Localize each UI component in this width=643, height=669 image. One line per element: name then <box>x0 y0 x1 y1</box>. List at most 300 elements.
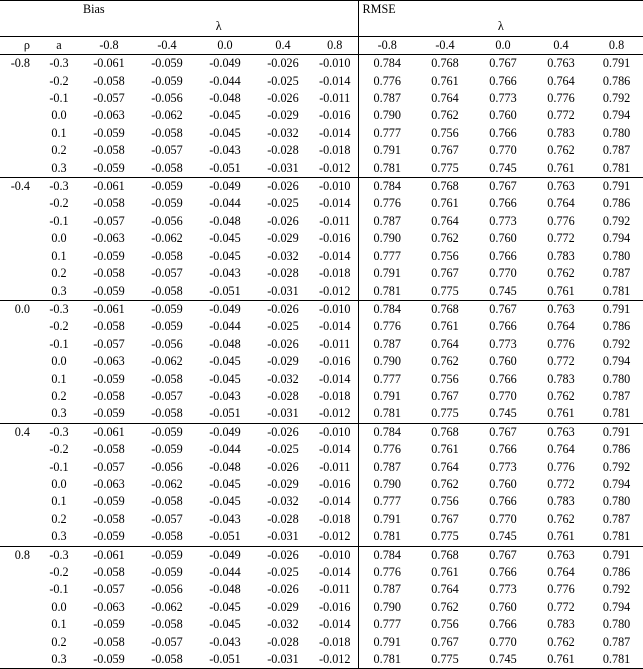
bias-value: -0.026 <box>267 213 299 228</box>
a-value: 0.3 <box>51 283 67 298</box>
rmse-value: 0.761 <box>547 283 575 298</box>
rmse-value: 0.767 <box>474 423 532 441</box>
rmse-value: 0.780 <box>602 617 631 632</box>
bias-value: -0.058 <box>93 73 125 88</box>
a-value: -0.1 <box>49 582 69 597</box>
rho-empty-cell <box>0 248 38 265</box>
table-row <box>0 459 643 476</box>
rmse-value: 0.766 <box>489 617 517 632</box>
a-value: -0.3 <box>38 546 80 564</box>
bias-value: -0.029 <box>267 108 299 123</box>
bias-lambda-label: λ <box>80 18 358 36</box>
table-row <box>0 283 643 301</box>
rho-empty-cell <box>0 230 38 247</box>
bias-value: -0.011 <box>312 213 358 230</box>
bias-value: -0.056 <box>151 459 183 474</box>
header-row-groups <box>0 1 643 19</box>
rmse-value: 0.781 <box>373 406 401 421</box>
rmse-value: 0.760 <box>489 231 517 246</box>
rmse-value: 0.787 <box>602 634 631 649</box>
rho-empty-cell <box>0 353 38 370</box>
bias-value: -0.032 <box>267 371 299 386</box>
rmse-value: 0.760 <box>489 354 517 369</box>
bias-value: -0.049 <box>196 546 254 564</box>
bias-value: -0.018 <box>312 634 358 651</box>
rmse-value: 0.792 <box>602 91 631 106</box>
rmse-value: 0.772 <box>547 108 575 123</box>
table-row <box>0 178 643 196</box>
rmse-value: 0.760 <box>489 476 517 491</box>
rmse-lambda-header: -0.8 <box>358 36 416 54</box>
rmse-value: 0.766 <box>489 125 517 140</box>
bias-value: -0.059 <box>93 371 125 386</box>
rmse-value: 0.781 <box>602 160 631 175</box>
rmse-value: 0.787 <box>373 459 401 474</box>
rmse-value: 0.764 <box>431 336 459 351</box>
bias-value: -0.051 <box>209 406 241 421</box>
bias-value: -0.014 <box>312 318 358 335</box>
bias-value: -0.059 <box>93 248 125 263</box>
rmse-value: 0.773 <box>489 336 517 351</box>
bias-value: -0.058 <box>93 511 125 526</box>
bias-value: -0.014 <box>312 125 358 142</box>
table-row <box>0 388 643 405</box>
bias-value: -0.058 <box>151 406 183 421</box>
rmse-value: 0.776 <box>373 442 401 457</box>
bias-value: -0.063 <box>93 108 125 123</box>
bias-value: -0.063 <box>93 231 125 246</box>
rmse-value: 0.783 <box>547 125 575 140</box>
bias-value: -0.058 <box>151 371 183 386</box>
bias-value: -0.044 <box>209 73 241 88</box>
bias-value: -0.028 <box>267 634 299 649</box>
a-value: 0.1 <box>51 371 67 386</box>
bias-value: -0.058 <box>93 196 125 211</box>
bias-value: -0.029 <box>267 354 299 369</box>
table-row <box>0 318 643 335</box>
bias-value: -0.057 <box>93 336 125 351</box>
bias-value: -0.012 <box>312 283 358 301</box>
bias-value: -0.058 <box>151 283 183 298</box>
a-value: 0.1 <box>51 125 67 140</box>
bias-value: -0.062 <box>151 231 183 246</box>
rmse-lambda-header: -0.4 <box>416 36 474 54</box>
rmse-value: 0.767 <box>431 388 459 403</box>
rmse-value: 0.772 <box>547 476 575 491</box>
bias-value: -0.026 <box>254 423 312 441</box>
bias-value: -0.045 <box>209 248 241 263</box>
rmse-value: 0.794 <box>602 231 631 246</box>
rmse-value: 0.787 <box>602 388 631 403</box>
rho-empty-cell <box>0 388 38 405</box>
rmse-value: 0.794 <box>602 599 631 614</box>
rmse-value: 0.781 <box>373 160 401 175</box>
rmse-value: 0.776 <box>547 91 575 106</box>
rmse-value: 0.762 <box>547 143 575 158</box>
bias-value: -0.049 <box>196 423 254 441</box>
a-value: 0.1 <box>51 248 67 263</box>
rmse-value: 0.761 <box>431 196 459 211</box>
bias-value: -0.012 <box>312 528 358 546</box>
rmse-lambda-header: 0.4 <box>532 36 590 54</box>
bias-lambda-header: -0.4 <box>138 36 196 54</box>
bias-value: -0.025 <box>267 442 299 457</box>
rmse-value: 0.770 <box>489 143 517 158</box>
table-row <box>0 581 643 598</box>
bias-value: -0.056 <box>151 582 183 597</box>
bias-value: -0.059 <box>138 300 196 318</box>
bias-value: -0.031 <box>267 529 299 544</box>
rmse-value: 0.790 <box>373 231 401 246</box>
table-row <box>0 564 643 581</box>
bias-value: -0.011 <box>312 459 358 476</box>
rho-empty-cell <box>0 405 38 423</box>
bias-value: -0.032 <box>267 617 299 632</box>
a-value: 0.0 <box>51 231 67 246</box>
a-value: -0.2 <box>49 442 69 457</box>
rho-empty-cell <box>0 336 38 353</box>
bias-value: -0.029 <box>267 599 299 614</box>
rmse-value: 0.764 <box>431 213 459 228</box>
rmse-value: 0.776 <box>547 582 575 597</box>
bias-value: -0.016 <box>312 476 358 493</box>
bias-value: -0.044 <box>209 442 241 457</box>
bias-value: -0.018 <box>312 511 358 528</box>
rmse-value: 0.761 <box>431 319 459 334</box>
table-row <box>0 599 643 616</box>
bias-value: -0.045 <box>209 231 241 246</box>
bias-value: -0.011 <box>312 336 358 353</box>
bias-value: -0.058 <box>93 266 125 281</box>
rmse-value: 0.794 <box>602 108 631 123</box>
rmse-value: 0.783 <box>547 617 575 632</box>
bias-value: -0.057 <box>151 388 183 403</box>
bias-value: -0.048 <box>209 91 241 106</box>
bias-value: -0.061 <box>80 55 138 73</box>
bias-value: -0.057 <box>93 213 125 228</box>
bias-value: -0.010 <box>312 300 358 318</box>
bias-value: -0.012 <box>312 405 358 423</box>
bias-value: -0.058 <box>93 634 125 649</box>
a-value: -0.1 <box>49 91 69 106</box>
a-value: 0.2 <box>51 143 67 158</box>
bias-value: -0.058 <box>93 442 125 457</box>
rmse-value: 0.761 <box>547 406 575 421</box>
rmse-value: 0.792 <box>602 459 631 474</box>
bias-value: -0.018 <box>312 142 358 159</box>
rmse-value: 0.786 <box>602 565 631 579</box>
table-row <box>0 213 643 230</box>
a-value: 0.2 <box>51 634 67 649</box>
rmse-value: 0.745 <box>489 406 517 421</box>
rmse-value: 0.780 <box>602 494 631 509</box>
rmse-value: 0.775 <box>416 651 474 669</box>
bias-value: -0.025 <box>267 565 299 579</box>
bias-value: -0.061 <box>80 178 138 196</box>
rho-empty-cell <box>0 441 38 458</box>
table-row <box>0 616 643 633</box>
rmse-value: 0.762 <box>547 634 575 649</box>
bias-value: -0.062 <box>151 354 183 369</box>
rmse-value: 0.787 <box>373 336 401 351</box>
rmse-value: 0.791 <box>590 55 643 73</box>
rmse-value: 0.784 <box>358 423 416 441</box>
a-value: 0.3 <box>38 651 80 669</box>
bias-value: -0.026 <box>267 336 299 351</box>
bias-value: -0.025 <box>267 196 299 211</box>
rho-empty-cell <box>0 564 38 581</box>
table-row <box>0 160 643 178</box>
bias-value: -0.043 <box>209 511 241 526</box>
rmse-value: 0.766 <box>489 196 517 211</box>
rmse-value: 0.787 <box>602 143 631 158</box>
a-value: -0.1 <box>49 459 69 474</box>
rmse-value: 0.781 <box>373 529 401 544</box>
bias-value: -0.016 <box>312 599 358 616</box>
rmse-value: 0.777 <box>373 125 401 140</box>
bias-value: -0.026 <box>267 582 299 597</box>
bias-value: -0.048 <box>209 213 241 228</box>
bias-value: -0.058 <box>93 143 125 158</box>
rmse-value: 0.761 <box>547 529 575 544</box>
rmse-value: 0.776 <box>373 319 401 334</box>
bias-value: -0.044 <box>209 565 241 579</box>
rho-value: -0.8 <box>0 55 38 73</box>
rho-empty-cell <box>0 195 38 212</box>
bias-value: -0.063 <box>93 476 125 491</box>
bias-value: -0.045 <box>209 108 241 123</box>
a-value: -0.2 <box>49 319 69 334</box>
table-row <box>0 423 643 441</box>
bias-value: -0.010 <box>312 546 358 564</box>
bias-value: -0.059 <box>93 494 125 509</box>
bias-value: -0.014 <box>312 195 358 212</box>
rmse-value: 0.745 <box>489 529 517 544</box>
rmse-value: 0.762 <box>431 599 459 614</box>
bias-value: -0.029 <box>267 476 299 491</box>
bias-value: -0.063 <box>93 354 125 369</box>
rmse-value: 0.764 <box>431 459 459 474</box>
bias-value: -0.014 <box>312 564 358 581</box>
table-row <box>0 651 643 669</box>
rho-column-header: ρ <box>0 36 38 54</box>
table-row <box>0 546 643 564</box>
a-value: 0.3 <box>51 529 67 544</box>
bias-value: -0.018 <box>312 265 358 282</box>
bias-value: -0.043 <box>209 266 241 281</box>
bias-value: -0.062 <box>151 108 183 123</box>
rmse-value: 0.764 <box>431 582 459 597</box>
table-row <box>0 90 643 107</box>
rmse-value: 0.791 <box>373 143 401 158</box>
rmse-value: 0.775 <box>431 160 459 175</box>
rmse-value: 0.761 <box>431 442 459 457</box>
rmse-value: 0.781 <box>373 283 401 298</box>
rmse-value: 0.791 <box>373 388 401 403</box>
bias-value: -0.045 <box>209 354 241 369</box>
rho-empty-cell <box>0 318 38 335</box>
rho-empty-cell <box>0 634 38 651</box>
bias-value: -0.059 <box>138 55 196 73</box>
table-row <box>0 248 643 265</box>
rmse-value: 0.787 <box>602 511 631 526</box>
rmse-value: 0.776 <box>373 565 401 579</box>
rmse-value: 0.767 <box>474 300 532 318</box>
rmse-value: 0.762 <box>431 231 459 246</box>
bias-value: -0.058 <box>93 319 125 334</box>
rmse-value: 0.792 <box>602 582 631 597</box>
table-row <box>0 55 643 73</box>
bias-value: -0.059 <box>138 423 196 441</box>
bias-value: -0.016 <box>312 107 358 124</box>
rmse-value: 0.775 <box>431 529 459 544</box>
rmse-value: 0.791 <box>373 634 401 649</box>
bias-value: -0.051 <box>209 529 241 544</box>
bias-value: -0.059 <box>93 283 125 298</box>
bias-value: -0.010 <box>312 178 358 196</box>
rho-empty-cell <box>0 528 38 546</box>
rmse-value: 0.773 <box>489 582 517 597</box>
rmse-value: 0.780 <box>602 248 631 263</box>
bias-value: -0.010 <box>312 423 358 441</box>
rmse-value: 0.770 <box>489 266 517 281</box>
rmse-value: 0.773 <box>489 459 517 474</box>
rmse-value: 0.792 <box>602 336 631 351</box>
rmse-value: 0.777 <box>373 371 401 386</box>
bias-value: -0.044 <box>209 319 241 334</box>
table-row <box>0 230 643 247</box>
bias-value: -0.059 <box>138 546 196 564</box>
bias-value: -0.032 <box>267 494 299 509</box>
rmse-value: 0.791 <box>590 546 643 564</box>
bias-value: -0.051 <box>209 160 241 175</box>
bias-value: -0.062 <box>151 599 183 614</box>
bias-value: -0.057 <box>151 143 183 158</box>
a-value: 0.3 <box>51 160 67 175</box>
rmse-value: 0.772 <box>547 354 575 369</box>
rmse-value: 0.777 <box>373 494 401 509</box>
bias-group-label: Bias <box>80 1 358 19</box>
rmse-value: 0.761 <box>547 160 575 175</box>
bias-value: -0.059 <box>80 651 138 669</box>
rho-empty-cell <box>0 283 38 301</box>
table-row <box>0 142 643 159</box>
rmse-value: 0.776 <box>373 73 401 88</box>
bias-value: -0.010 <box>312 55 358 73</box>
bias-value: -0.059 <box>93 406 125 421</box>
rho-value: 0.8 <box>0 546 38 564</box>
bias-value: -0.059 <box>93 125 125 140</box>
rmse-value: 0.767 <box>474 55 532 73</box>
rmse-value: 0.781 <box>590 651 643 669</box>
bias-value: -0.062 <box>151 476 183 491</box>
bias-value: -0.018 <box>312 388 358 405</box>
rmse-value: 0.766 <box>489 319 517 334</box>
table-row <box>0 441 643 458</box>
header-row-lambda <box>0 18 643 36</box>
table-row <box>0 405 643 423</box>
rmse-value: 0.764 <box>547 565 575 579</box>
rmse-value: 0.776 <box>547 213 575 228</box>
rmse-value: 0.767 <box>474 546 532 564</box>
bias-value: -0.057 <box>93 582 125 597</box>
bias-value: -0.014 <box>312 73 358 90</box>
table-body <box>0 55 643 669</box>
rho-empty-cell <box>0 265 38 282</box>
rmse-value: 0.762 <box>547 388 575 403</box>
rmse-lambda-header: 0.0 <box>474 36 532 54</box>
rmse-value: 0.781 <box>602 406 631 421</box>
table-row <box>0 493 643 510</box>
rmse-value: 0.787 <box>373 91 401 106</box>
rho-empty-cell <box>0 107 38 124</box>
rmse-value: 0.772 <box>547 231 575 246</box>
rmse-value: 0.790 <box>373 476 401 491</box>
rmse-value: 0.762 <box>547 511 575 526</box>
a-value: -0.3 <box>38 55 80 73</box>
rmse-value: 0.770 <box>489 511 517 526</box>
bias-value: -0.058 <box>151 125 183 140</box>
rmse-value: 0.762 <box>547 266 575 281</box>
bias-value: -0.029 <box>267 231 299 246</box>
bias-value: -0.026 <box>254 546 312 564</box>
rmse-value: 0.767 <box>431 634 459 649</box>
bias-value: -0.049 <box>196 55 254 73</box>
rmse-value: 0.763 <box>532 55 590 73</box>
bias-value: -0.043 <box>209 388 241 403</box>
rmse-value: 0.776 <box>547 336 575 351</box>
bias-value: -0.058 <box>93 388 125 403</box>
rmse-value: 0.764 <box>547 73 575 88</box>
bias-value: -0.014 <box>312 493 358 510</box>
rmse-value: 0.791 <box>373 511 401 526</box>
a-value: 0.0 <box>51 108 67 123</box>
a-value: 0.1 <box>51 494 67 509</box>
rmse-value: 0.766 <box>489 248 517 263</box>
bias-value: -0.059 <box>151 565 183 579</box>
rho-empty-cell <box>0 371 38 388</box>
rho-empty-cell <box>0 142 38 159</box>
a-value: 0.2 <box>51 388 67 403</box>
rmse-value: 0.777 <box>373 248 401 263</box>
rmse-value: 0.784 <box>358 300 416 318</box>
rmse-value: 0.784 <box>358 178 416 196</box>
rmse-value: 0.763 <box>532 178 590 196</box>
rho-empty-cell <box>0 90 38 107</box>
rmse-value: 0.766 <box>489 442 517 457</box>
bias-value: -0.058 <box>151 494 183 509</box>
rmse-value: 0.781 <box>602 529 631 544</box>
bias-value: -0.014 <box>312 616 358 633</box>
bias-value: -0.045 <box>209 599 241 614</box>
rmse-value: 0.745 <box>474 651 532 669</box>
bias-value: -0.031 <box>254 651 312 669</box>
bias-value: -0.049 <box>196 300 254 318</box>
table-row <box>0 73 643 90</box>
rmse-value: 0.783 <box>547 371 575 386</box>
rmse-value: 0.761 <box>532 651 590 669</box>
bias-value: -0.016 <box>312 353 358 370</box>
rmse-value: 0.787 <box>373 582 401 597</box>
bias-value: -0.057 <box>151 634 183 649</box>
a-value: -0.3 <box>38 423 80 441</box>
rmse-value: 0.768 <box>416 546 474 564</box>
rmse-value: 0.764 <box>547 196 575 211</box>
bias-lambda-header: 0.8 <box>312 36 358 54</box>
rmse-value: 0.756 <box>431 125 459 140</box>
bias-value: -0.045 <box>209 371 241 386</box>
rmse-value: 0.756 <box>431 371 459 386</box>
